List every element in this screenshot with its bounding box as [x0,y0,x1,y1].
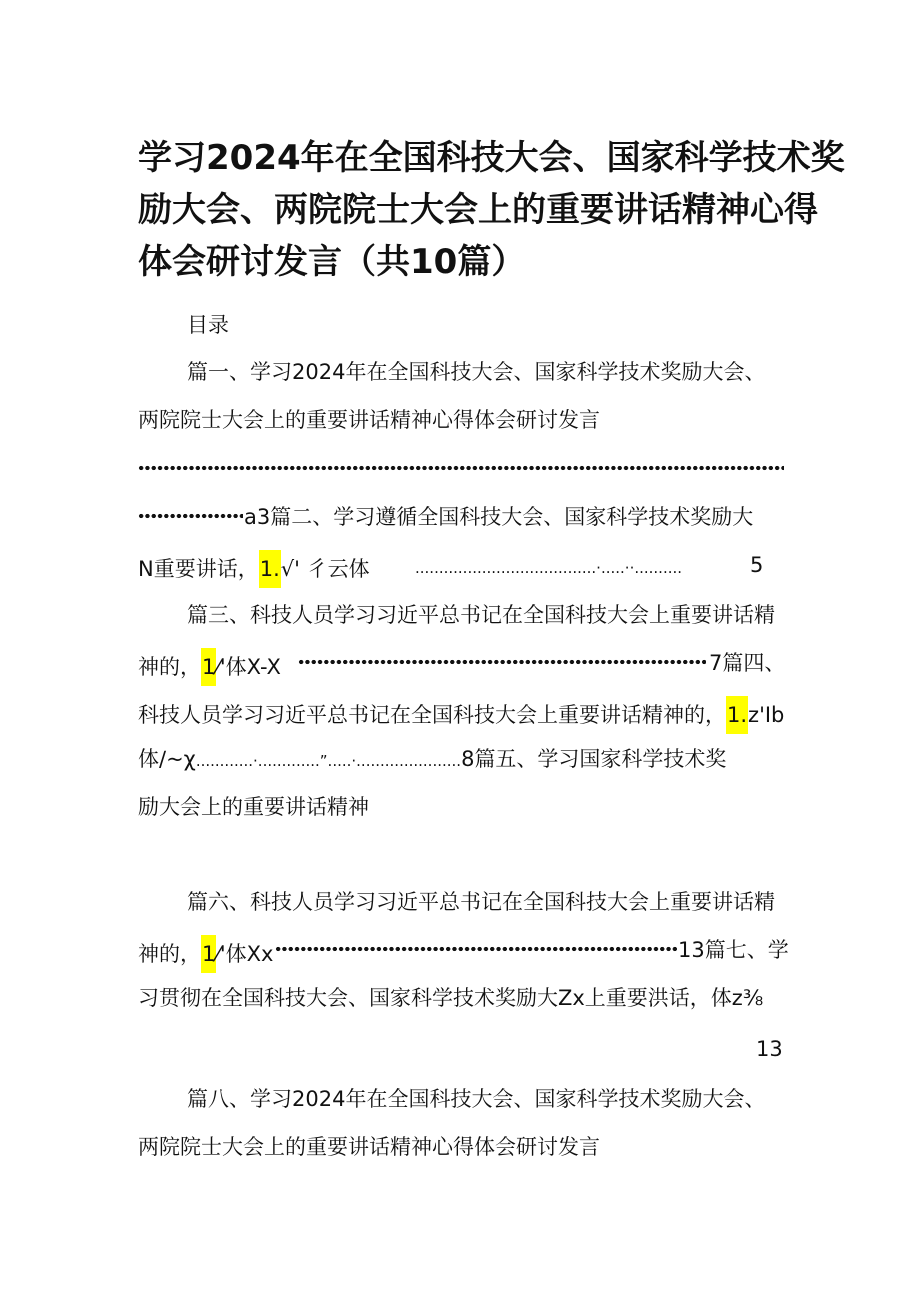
toc-entry-4-page: 8 [461,747,475,771]
toc-entry-8-line-1: 篇八、学习2024年在全国科技大会、国家科学技术奖励大会、 [187,1087,766,1111]
toc-entry-7-page: 13 [756,1037,783,1061]
toc-entry-7-line-2: 习贯彻在全国科技大会、国家科学技术奖励大Zx上重要洪话，体z⅜ [138,986,764,1010]
toc-entry-6-7-line [678,935,789,965]
toc-entry-3-line-1: 篇三、科技人员学习习近平总书记在全国科技大会上重要讲话精 [187,603,775,627]
toc-entry-1-line-1: 篇一、学习2024年在全国科技大会、国家科学技术奖励大会、 [187,360,766,384]
toc-entry-7-text: 篇七、学 [704,938,789,962]
toc-entry-6-line-2 [138,935,273,973]
toc-entry-2-line-1 [244,502,753,532]
toc-entry-4-leader: ............·.............”.....·...................... [195,752,462,770]
toc-entry-2-page: 5 [750,553,764,577]
toc-entry-5-text: 篇五、学习国家科学技术奖 [474,747,727,771]
toc-entry-2-text-2: N重要讲话， [138,557,259,581]
toc-entry-3-text-3: ⁄'体X-X [216,655,281,679]
title-line-3: 体会研讨发言（共10篇） [138,242,526,282]
toc-entry-2-leader: ......................................·.....··.......... [415,559,683,577]
toc-entry-2-text: 篇二、学习遵循全国科技大会、国家科学技术奖励大 [270,505,754,529]
highlight-mark: 1. [259,550,281,588]
toc-leader-dots [298,658,706,666]
toc-heading: 目录 [187,313,229,337]
toc-entry-4-line-3 [138,744,726,776]
toc-entry-6-text-2: 神的， [138,942,201,966]
highlight-mark: 1 [201,648,216,686]
document-title [138,132,845,288]
toc-entry-4-line-2 [138,696,784,734]
toc-entry-3-text-2: 神的， [138,655,201,679]
toc-entry-3-4-line [709,648,785,678]
highlight-mark: 1 [201,935,216,973]
toc-entry-4-text: 篇四、 [722,651,786,675]
toc-entry-8-line-2: 两院院士大会上的重要讲话精神心得体会研讨发言 [138,1135,600,1159]
toc-entry-6-text-3: ⁄'体Xx [216,942,274,966]
toc-entry-4-text-3: z'Ib [748,703,785,727]
toc-entry-2-text-3: √' 彳云体 [280,557,370,581]
title-line-1: 学习2024年在全国科技大会、国家科学技术奖 [138,138,845,178]
toc-entry-4-text-4: 体∕~χ [138,747,196,771]
toc-leader-dots [138,512,243,520]
toc-leader-dots [275,945,677,953]
toc-entry-1-page: a3 [244,505,271,529]
highlight-mark: 1. [726,696,748,734]
toc-leader-dots [138,464,784,472]
toc-entry-5-line-2: 励大会上的重要讲话精神 [138,795,369,819]
toc-entry-2-line-2 [138,550,370,588]
toc-entry-4-text-2: 科技人员学习习近平总书记在全国科技大会上重要讲话精神的， [138,703,726,727]
toc-entry-6-page: 13 [678,938,705,962]
toc-entry-1-line-2: 两院院士大会上的重要讲话精神心得体会研讨发言 [138,408,600,432]
toc-entry-3-page: 7 [709,651,723,675]
title-line-2: 励大会、两院院士大会上的重要讲话精神心得 [138,190,818,230]
toc-entry-3-line-2 [138,648,281,686]
toc-entry-6-line-1: 篇六、科技人员学习习近平总书记在全国科技大会上重要讲话精 [187,890,775,914]
